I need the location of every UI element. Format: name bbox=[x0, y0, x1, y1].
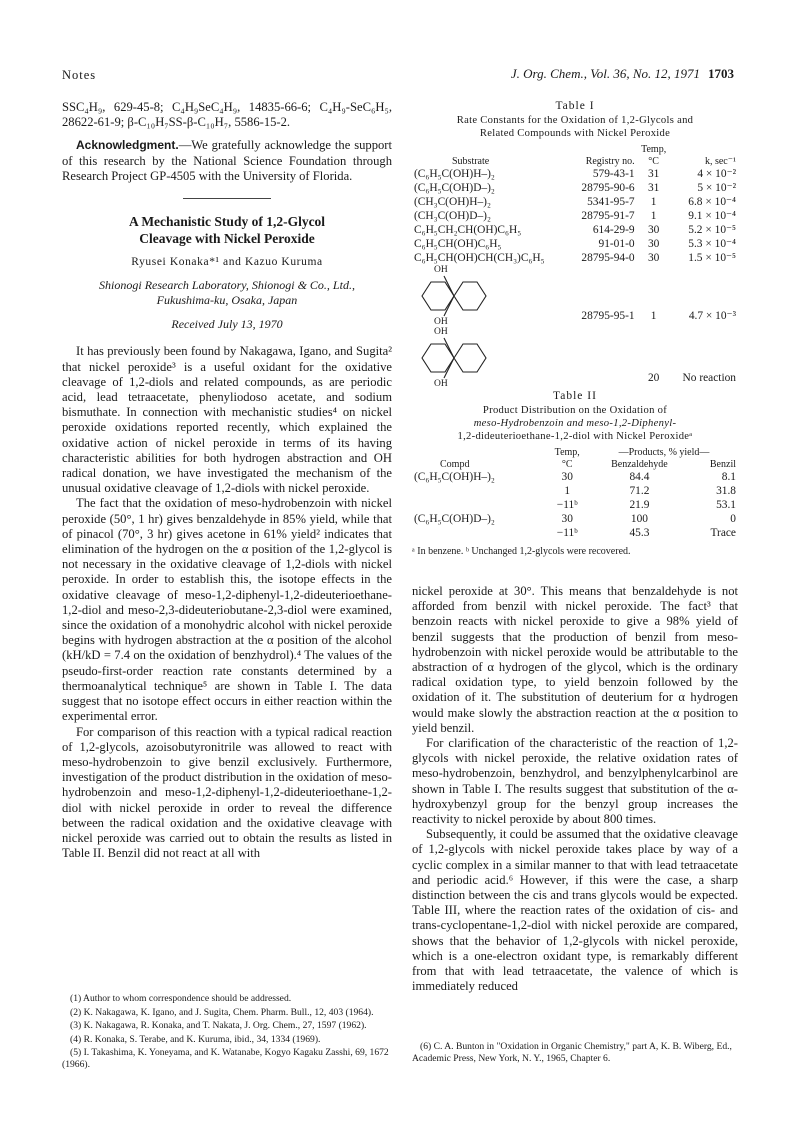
cell-benzaldehyde: 21.9 bbox=[629, 499, 650, 511]
table-row bbox=[412, 209, 738, 223]
cell-substrate: (CH₃C(OH)H–)₂ bbox=[414, 196, 491, 208]
cell-benzaldehyde: 71.2 bbox=[629, 485, 650, 497]
cell-substrate: C₆H₅CH₂CH(OH)C₆H₅ bbox=[414, 224, 522, 236]
body-paragraph-5: For clarification of the characteristic of the reaction of 1,2-glycols with nickel peroxide, the relative oxidation rates of meso-hydrobenzoin, benzhydrol, and benzylphenylcarbinol are shown in Table I. The results suggest that substitution of the α-hydroxybenzyl group for the benzyl group increases the reactivity to nickel peroxide by about 800 times. bbox=[412, 736, 738, 827]
cell-registry: 579-43-1 bbox=[592, 168, 635, 180]
cell-compd bbox=[412, 498, 545, 512]
cell-benzil: 31.8 bbox=[716, 485, 736, 497]
cell-k: 5 × 10⁻² bbox=[697, 182, 736, 194]
cell-temp: 1 bbox=[650, 310, 657, 322]
title-line-1: A Mechanistic Study of 1,2-Glycol bbox=[128, 214, 326, 230]
table-1-grid bbox=[412, 144, 738, 389]
cell-k: 9.1 × 10⁻⁴ bbox=[688, 210, 736, 222]
cell-registry: 28795-90-6 bbox=[581, 182, 635, 194]
cell-k: No reaction bbox=[682, 372, 736, 384]
cell-benzil: 8.1 bbox=[721, 471, 736, 483]
acknowledgment-text: —We gratefully acknowledge the support of this research by the National Science Foundation through Research Project GP-4505 with the University of Florida. bbox=[62, 138, 392, 183]
col-header-k: k, sec⁻¹ bbox=[704, 155, 736, 167]
cell-k: 4.7 × 10⁻³ bbox=[688, 310, 736, 322]
col-header-registry: Registry no. bbox=[585, 155, 635, 167]
cell-temp: −11ᵇ bbox=[556, 527, 578, 539]
registry-continuation: SSC₄H₉, 629-45-8; C₄H₉SeC₄H₉, 14835-66-6; C₄H₉-SeC₆H₅, 28622-61-9; β-C₁₀H₇SS-β-C₁₀H₇, 5586-15-2. bbox=[62, 100, 392, 130]
received-date: Received July 13, 1970 bbox=[171, 317, 283, 332]
cell-compd: (C₆H₅C(OH)H–)₂ bbox=[414, 471, 495, 483]
col-header-substrate: Substrate bbox=[452, 155, 490, 167]
cell-structure bbox=[412, 265, 570, 327]
running-header-section: Notes bbox=[62, 68, 97, 82]
table-row bbox=[412, 265, 738, 323]
cell-temp: 30 bbox=[647, 252, 660, 264]
author-affiliation bbox=[62, 278, 392, 307]
table-row bbox=[412, 512, 738, 526]
body-paragraph-1: It has previously been found by Nakagawa, Igano, and Sugita² that nickel peroxide³ is a useful oxidant for the oxidative cleavage of 1,2-diols and related compounds, as are periodic acid, lead tetraacetate, phenyliodoso acetate, and sodium bismuthate. In connection with mechanistic studies⁴ on nickel peroxide oxidations reported recently, which explained the oxidative action of nickel peroxide in terms of its having characteristic abilities for both hydrogen abstraction and OH radical donation, we have investigated the mechanism of the unusual oxidative cleavage of 1,2-diols with nickel peroxide. bbox=[62, 344, 392, 496]
cell-substrate: (CH₃C(OH)D–)₂ bbox=[414, 210, 491, 222]
footnotes-left bbox=[62, 993, 392, 1073]
cell-benzil: Trace bbox=[710, 527, 736, 539]
cell-temp: 30 bbox=[647, 238, 660, 250]
table-row bbox=[412, 181, 738, 195]
table-row bbox=[412, 498, 738, 512]
col-header-compd: Compd bbox=[440, 458, 470, 470]
col-header-temp-unit: °C bbox=[561, 458, 573, 470]
cell-temp: −11ᵇ bbox=[556, 499, 578, 511]
cell-k: 1.5 × 10⁻⁵ bbox=[688, 252, 736, 264]
cell-temp: 1 bbox=[650, 196, 657, 208]
table-2-title bbox=[412, 404, 738, 443]
table-1-title-line-2: Related Compounds with Nickel Peroxide bbox=[479, 128, 671, 139]
cell-substrate: (C₆H₅C(OH)H–)₂ bbox=[414, 168, 495, 180]
cell-benzaldehyde: 100 bbox=[630, 513, 648, 525]
table-1-title bbox=[412, 114, 738, 140]
footnote-3: (3) K. Nakagawa, R. Konaka, and T. Nakata, J. Org. Chem., 27, 1597 (1962). bbox=[70, 1020, 367, 1032]
cell-temp: 30 bbox=[561, 513, 573, 525]
table-2-title-line-2: meso-Hydrobenzoin and meso-1,2-Diphenyl- bbox=[473, 418, 677, 429]
acknowledgment-paragraph bbox=[62, 138, 392, 184]
cell-substrate: C₆H₅CH(OH)CH(CH₃)C₆H₅ bbox=[414, 252, 545, 264]
col-header-temp-unit: °C bbox=[648, 155, 659, 167]
cell-temp: 31 bbox=[647, 182, 660, 194]
body-paragraph-6: Subsequently, it could be assumed that the oxidative cleavage of 1,2-glycols with nickel peroxide takes place by way of a cyclic complex in a similar manner to that with lead tetraacetate and periodic acid.⁶ However, if this were the case, a sharp distinction between the cis and trans glycols would be expected. Table III, where the reaction rates of the oxidation of cis- and trans-cyclopentane-1,2-diol with nickel peroxide are compared, shows that the behavior of 1,2-glycols with nickel peroxide, which is a one-electron oxidant type, is remarkably different from that with lead tetraacetate, the valence of which is immediately reduced bbox=[412, 827, 738, 994]
cis-decalindiol-structure bbox=[414, 265, 504, 327]
footnote-1: (1) Author to whom correspondence should be addressed. bbox=[70, 993, 292, 1004]
table-2-title-line-1: Product Distribution on the Oxidation of bbox=[482, 405, 668, 416]
table-row bbox=[412, 484, 738, 498]
cell-k: 5.3 × 10⁻⁴ bbox=[688, 238, 736, 250]
col-header-benzaldehyde: Benzaldehyde bbox=[611, 458, 668, 470]
oh-label-top: OH bbox=[434, 327, 448, 337]
page-number: 1703 bbox=[708, 66, 734, 81]
cell-compd bbox=[412, 526, 545, 540]
cell-k: 5.2 × 10⁻⁵ bbox=[688, 224, 736, 236]
table-2-title-line-3: 1,2-dideuterioethane-1,2-diol with Nickel Peroxideᵃ bbox=[457, 431, 693, 442]
body-paragraph-3: For comparison of this reaction with a typical radical reaction of 1,2-glycols, azoisobutyronitrile was allowed to react with meso-hydrobenzoin to give benzil exclusively. Furthermore, investigation of the product distribution in the oxidation of meso-hydrobenzoin and meso-1,2-diphenyl-1,2-dideuterioethane-1,2-diol with nickel peroxide in order to reveal the difference between the radical oxidation and the oxidative cleavage with nickel peroxide was carried out to obtain the results as listed in Table II. Benzil did not react at all with bbox=[62, 724, 392, 861]
table-2-caption: Table II bbox=[553, 390, 597, 402]
cell-registry: 5341-95-7 bbox=[587, 196, 635, 208]
cell-substrate: C₆H₅CH(OH)C₆H₅ bbox=[414, 238, 502, 250]
cell-temp: 1 bbox=[564, 485, 571, 497]
col-header-benzil: Benzil bbox=[709, 458, 736, 470]
cell-substrate: (C₆H₅C(OH)D–)₂ bbox=[414, 182, 495, 194]
table-row bbox=[412, 195, 738, 209]
body-paragraph-4: nickel peroxide at 30°. This means that benzaldehyde is not afforded from benzil with nickel peroxide. The fact³ that benzoin reacts with nickel peroxide to give a 98% yield of benzil suggests that the production of benzil from meso-hydrobenzoin with nickel peroxide would be attributable to the abstraction of α hydrogen of the glycol, which is the ordinary radical oxidation type, to yield benzoin followed by the oxidation of it. The substitution of deuterium for α hydrogen would make slowly the abstraction reaction at the α position to yield benzil. bbox=[412, 584, 738, 735]
table-row bbox=[412, 251, 738, 265]
footnotes-right bbox=[412, 1041, 738, 1066]
table-row bbox=[412, 167, 738, 181]
table-1 bbox=[412, 100, 738, 389]
col-header-temp bbox=[637, 144, 671, 167]
table-2 bbox=[412, 390, 738, 557]
cell-benzaldehyde: 84.4 bbox=[629, 471, 650, 483]
article-title bbox=[62, 213, 392, 247]
table-2-footnotes: ᵃ In benzene. ᵇ Unchanged 1,2-glycols were recovered. bbox=[412, 546, 631, 557]
left-column bbox=[62, 100, 392, 861]
col-header-products: —Products, % yield— bbox=[618, 447, 710, 458]
oh-label-top: OH bbox=[434, 265, 448, 275]
title-line-2: Cleavage with Nickel Peroxide bbox=[139, 231, 315, 247]
cell-compd: (C₆H₅C(OH)D–)₂ bbox=[414, 513, 495, 525]
table-1-caption: Table I bbox=[555, 100, 595, 112]
cell-structure bbox=[412, 323, 570, 389]
acknowledgment-heading: Acknowledgment. bbox=[76, 138, 179, 153]
table-row bbox=[412, 323, 738, 385]
footnote-6: (6) C. A. Bunton in "Oxidation in Organic Chemistry," part A, K. B. Wiberg, Ed., Academic Press, New York, N. Y., 1965, Chapter 6. bbox=[412, 1041, 732, 1064]
cell-compd bbox=[412, 484, 545, 498]
cell-temp: 30 bbox=[561, 471, 573, 483]
table-row bbox=[412, 470, 738, 484]
article-authors: Ryusei Konaka*¹ and Kazuo Kuruma bbox=[131, 256, 323, 269]
section-divider bbox=[183, 198, 271, 199]
affiliation-line-2: Fukushima-ku, Osaka, Japan bbox=[156, 292, 298, 307]
bicyclic-ring-icon bbox=[414, 336, 504, 380]
table-1-title-line-1: Rate Constants for the Oxidation of 1,2-Glycols and bbox=[456, 115, 694, 126]
cell-benzil: 0 bbox=[730, 513, 736, 525]
cell-registry: 91-01-0 bbox=[598, 238, 635, 250]
footnote-5: (5) I. Takashima, K. Yoneyama, and K. Watanabe, Kogyo Kagaku Zasshi, 69, 1672 (1966). bbox=[62, 1047, 389, 1070]
trans-decalindiol-structure bbox=[414, 327, 504, 389]
cell-benzaldehyde: 45.3 bbox=[629, 527, 650, 539]
table-row bbox=[412, 223, 738, 237]
footnote-4: (4) R. Konaka, S. Terabe, and K. Kuruma, ibid., 34, 1334 (1969). bbox=[70, 1033, 321, 1045]
cell-temp: 31 bbox=[647, 168, 660, 180]
right-column bbox=[412, 584, 738, 994]
table-row bbox=[412, 237, 738, 251]
oh-label-bottom: OH bbox=[434, 317, 448, 327]
cell-k: 4 × 10⁻² bbox=[697, 168, 736, 180]
table-2-grid bbox=[412, 447, 738, 540]
body-paragraph-2: The fact that the oxidation of meso-hydrobenzoin with nickel peroxide (50°, 1 hr) gives benzaldehyde in 85% yield, while that of pinacol (70°, 3 hr) gives acetone in 61% yield² indicates that elimination of the hydrogen on the α position of the 1,2-glycol is not necessary in the oxidative cleavage of 1,2-diols with nickel peroxide. In order to establish this, the isotope effects in the oxidative cleavage of meso-1,2-diphenyl-1,2-dideuterioethane-1,2-diol and meso-2,3-dideuteriobutane-2,3-diol were examined, since the oxidation of a monohydric alcohol with nickel peroxide begins with hydrogen abstraction at the α position of the alcohol (kH/kD = 7.4 on the oxidation of benzhydrol).⁴ The values of the pseudo-first-order reaction rate constants determined by a thermoanalytical technique⁵ are shown in Table I. The data suggest that no isotope effect occurs in either reaction within the experimental error. bbox=[62, 496, 392, 724]
cell-temp: 20 bbox=[647, 372, 660, 384]
cell-registry: 28795-94-0 bbox=[581, 252, 635, 264]
cell-registry: 614-29-9 bbox=[592, 224, 635, 236]
col-header-temp-top: Temp, bbox=[641, 144, 667, 155]
cell-k: 6.8 × 10⁻⁴ bbox=[688, 196, 736, 208]
footnote-2: (2) K. Nakagawa, K. Igano, and J. Sugita, Chem. Pharm. Bull., 12, 403 (1964). bbox=[70, 1006, 374, 1018]
cell-registry bbox=[570, 323, 637, 385]
journal-citation: J. Org. Chem., Vol. 36, No. 12, 1971 bbox=[510, 66, 700, 81]
affiliation-line-1: Shionogi Research Laboratory, Shionogi & Co., Ltd., bbox=[99, 278, 355, 293]
bicyclic-ring-icon bbox=[414, 274, 504, 318]
cell-registry: 28795-95-1 bbox=[581, 310, 635, 322]
cell-registry: 28795-91-7 bbox=[581, 210, 635, 222]
cell-benzil: 53.1 bbox=[716, 499, 736, 511]
running-header-journal bbox=[511, 66, 734, 82]
oh-label-bottom: OH bbox=[434, 379, 448, 389]
col-header-temp: Temp, bbox=[554, 447, 580, 458]
cell-temp: 30 bbox=[647, 224, 660, 236]
cell-temp: 1 bbox=[650, 210, 657, 222]
table-row bbox=[412, 526, 738, 540]
